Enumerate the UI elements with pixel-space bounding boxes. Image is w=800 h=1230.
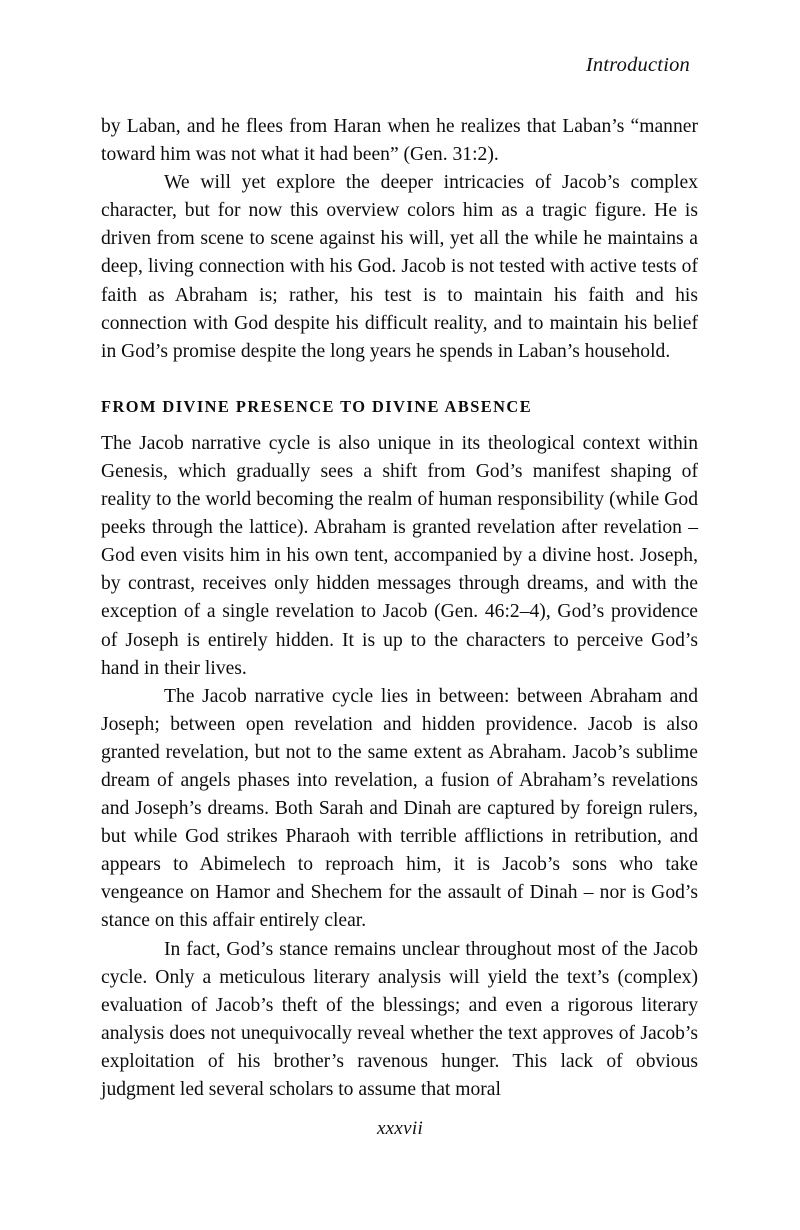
section-heading: FROM DIVINE PRESENCE TO DIVINE ABSENCE: [101, 396, 533, 416]
paragraph: The Jacob narrative cycle is also unique in its theological context within Genesis, which gradually sees a shift from God’s manifest shaping of reality to the world becoming the realm of human responsibility (while God peeks through the lattice). Abraham is granted revelation after revelation – God even visits him in his own tent, accompanied by a divine host. Joseph, by contrast, receives only hidden messages through dreams, and with the exception of a single revelation to Jacob (Gen. 46:2–4), God’s providence of Joseph is entirely hidden. It is up to the characters to perceive God’s hand in their lives.: [101, 432, 698, 679]
text-block: [101, 113, 698, 1104]
running-head: Introduction: [585, 54, 690, 76]
page-number: xxxvii: [376, 1118, 424, 1139]
paragraph: The Jacob narrative cycle lies in between: between Abraham and Joseph; between open revelation and hidden providence. Jacob is also granted revelation, but not to the same extent as Abraham. Jacob’s sublime dream of angels phases into revelation, a fusion of Abraham’s revelations and Joseph’s dreams. Both Sarah and Dinah are captured by foreign rulers, but while God strikes Pharaoh with terrible afflictions in retribution, and appears to Abimelech to reproach him, it is Jacob’s sons who take vengeance on Hamor and Shechem for the assault of Dinah – nor is God’s stance on this affair entirely clear.: [101, 685, 698, 932]
paragraph: We will yet explore the deeper intricacies of Jacob’s complex character, but for now this overview colors him as a tragic figure. He is driven from scene to scene against his will, yet all the while he maintains a deep, living connection with his God. Jacob is not tested with active tests of faith as Abraham is; rather, his test is to maintain his faith and his connection with God despite his difficult reality, and to maintain his belief in God’s promise despite the long years he spends in Laban’s household.: [101, 172, 698, 362]
paragraph: by Laban, and he flees from Haran when he realizes that Laban’s “manner toward him was not what it had been” (Gen. 31:2).: [101, 116, 698, 166]
paragraph: In fact, God’s stance remains unclear throughout most of the Jacob cycle. Only a meticulous literary analysis will yield the text’s (complex) evaluation of Jacob’s theft of the blessings; and even a rigorous literary analysis does not unequivocally reveal whether the text approves of Jacob’s exploitation of his brother’s ravenous hunger. This lack of obvious judgment led several scholars to assume that moral: [101, 938, 698, 1100]
